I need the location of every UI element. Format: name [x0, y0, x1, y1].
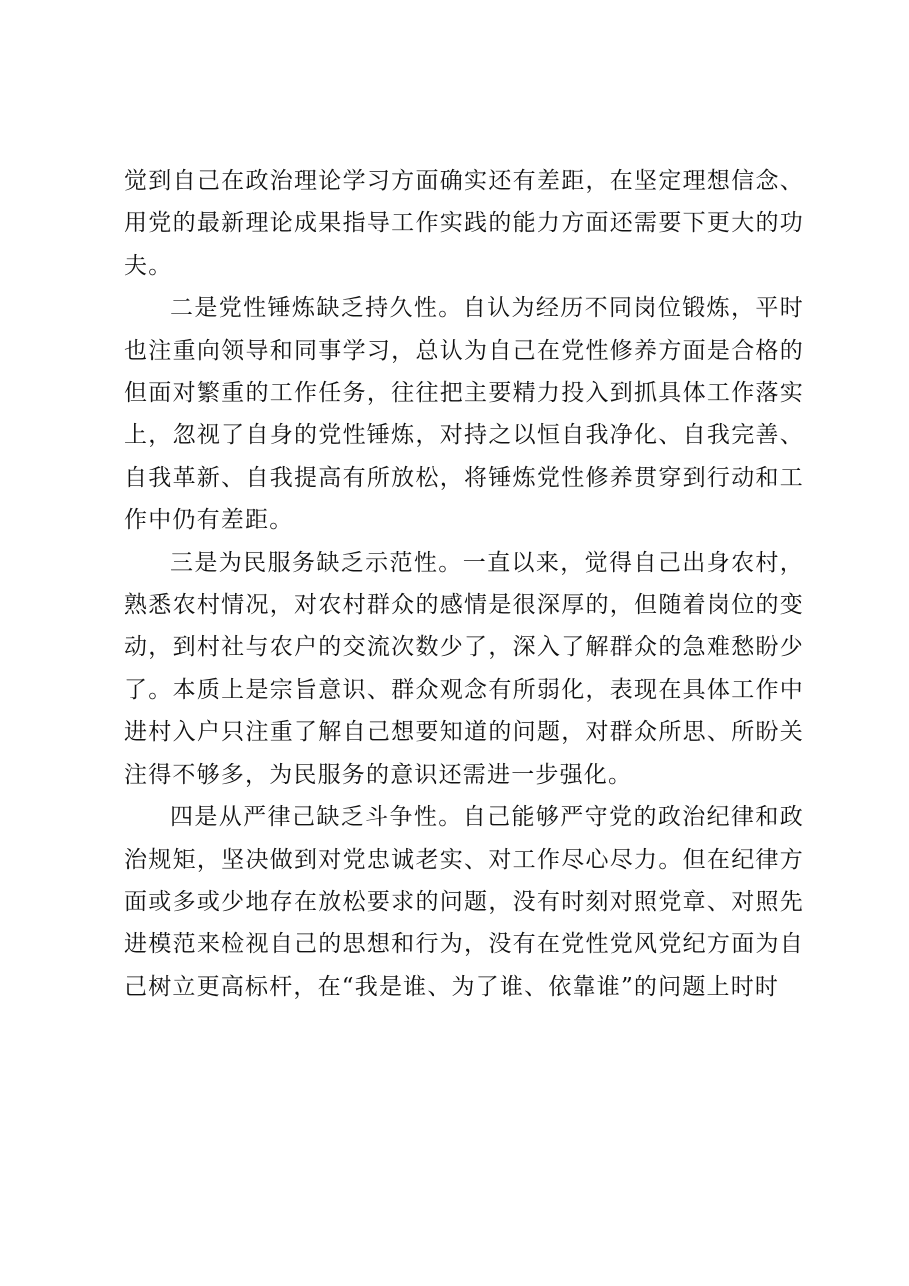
paragraph-serving-people: 三是为民服务缺乏示范性。一直以来，觉得自己出身农村，熟悉农村情况，对农村群众的感情是很深厚的，但随着岗位的变动，到村社与农户的交流次数少了，深入了解群众的急难愁盼少了。本质上是宗旨意识、群众观念有所弱化，表现在具体工作中进村入户只注重了解自己想要知道的问题，对群众所思、所盼关注得不够多，为民服务的意识还需进一步强化。: [124, 549, 804, 788]
document-body: [124, 160, 804, 1008]
paragraph-self-discipline: 四是从严律己缺乏斗争性。自己能够严守党的政治纪律和政治规矩，坚决做到对党忠诚老实、对工作尽心尽力。但在纪律方面或多或少地存在放松要求的问题，没有时刻对照党章、对照先进模范来检视自己的思想和行为，没有在党性党风党纪方面为自己树立更高标杆，在“我是谁、为了谁、依靠谁”的问题上时时: [124, 804, 804, 1000]
paragraph-continuation: 觉到自己在政治理论学习方面确实还有差距，在坚定理想信念、用党的最新理论成果指导工作实践的能力方面还需要下更大的功夫。: [124, 168, 804, 279]
paragraph-party-spirit: 二是党性锤炼缺乏持久性。自认为经历不同岗位锻炼，平时也注重向领导和同事学习，总认为自己在党性修养方面是合格的但面对繁重的工作任务，往往把主要精力投入到抓具体工作落实上，忽视了自身的党性锤炼，对持之以恒自我净化、自我完善、自我革新、自我提高有所放松，将锤炼党性修养贯穿到行动和工作中仍有差距。: [124, 295, 804, 534]
